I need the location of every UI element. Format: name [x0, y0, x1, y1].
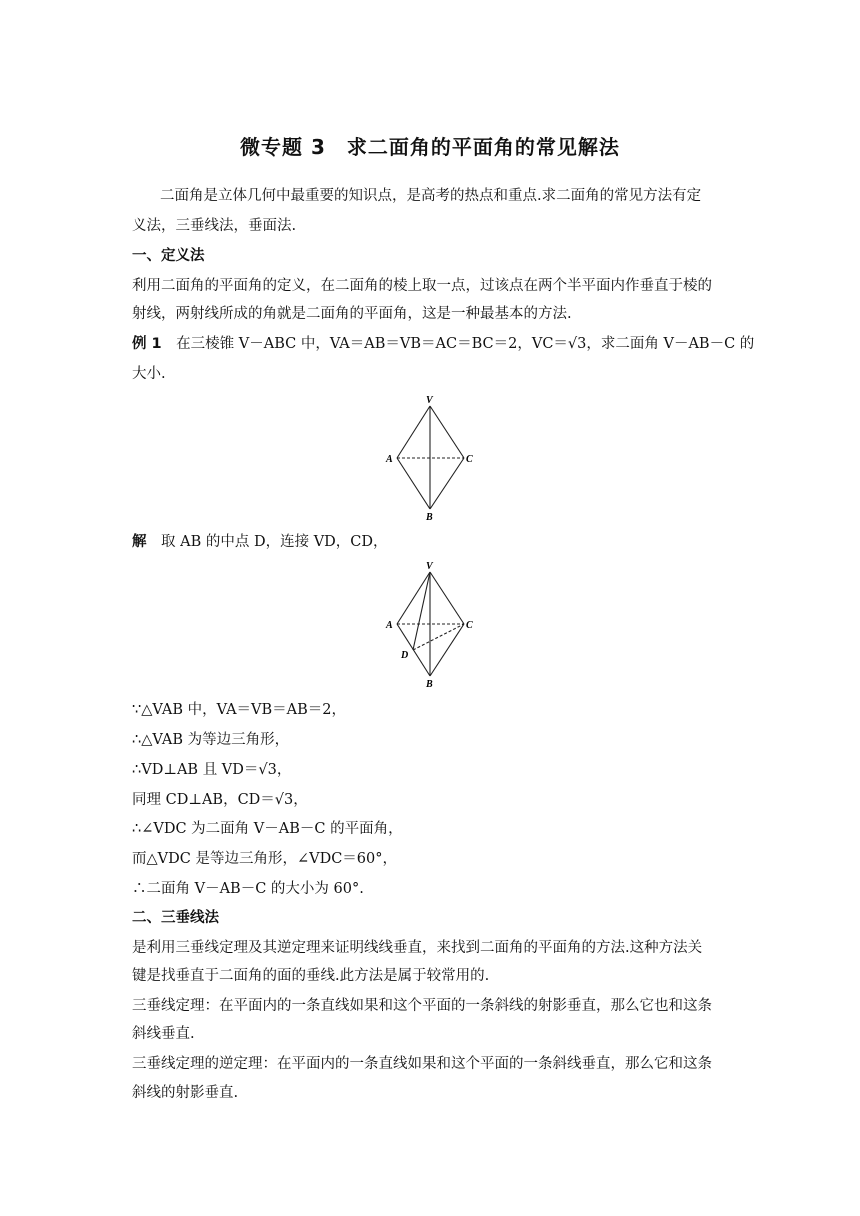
figure-tetrahedron-1 [380, 392, 480, 524]
label-b: B [426, 679, 433, 690]
intro-line-1: 二面角是立体几何中最重要的知识点，是高考的热点和重点.求二面角的常见方法有定 [160, 188, 702, 204]
step-5: ∴∠VDC 为二面角 V－AB－C 的平面角， [132, 821, 403, 837]
section1-heading: 一、定义法 [132, 248, 205, 264]
label-v: V [426, 561, 433, 572]
solution-line [132, 532, 732, 552]
example-text: 在三棱锥 V－ABC 中，VA＝AB＝VB＝AC＝BC＝2，VC＝√3，求二面角 V－AB－C 的 [161, 336, 755, 352]
section1-line-1: 利用二面角的平面角的定义，在二面角的棱上取一点，过该点在两个半平面内作垂直于棱的 [132, 278, 712, 294]
step-6: 而△VDC 是等边三角形，∠VDC＝60°， [132, 851, 397, 867]
step-3: ∴VD⊥AB 且 VD＝√3， [132, 762, 292, 778]
section2-line-2: 键是找垂直于二面角的面的垂线.此方法是属于较常用的. [132, 968, 490, 984]
section2-line-1: 是利用三垂线定理及其逆定理来证明线线垂直，来找到二面角的平面角的方法.这种方法关 [132, 940, 703, 956]
intro-line-2: 义法，三垂线法，垂面法. [132, 218, 297, 234]
step-1: ∵△VAB 中，VA＝VB＝AB＝2， [132, 702, 347, 718]
label-d: D [401, 650, 409, 661]
section2-line-4: 斜线垂直. [132, 1026, 195, 1042]
label-c: C [466, 620, 473, 631]
step-7: ∴二面角 V－AB－C 的大小为 60°. [132, 881, 364, 897]
section2-heading: 二、三垂线法 [132, 910, 219, 926]
figure-tetrahedron-2 [380, 558, 480, 692]
step-4: 同理 CD⊥AB，CD＝√3， [132, 792, 308, 808]
step-2: ∴△VAB 为等边三角形， [132, 732, 290, 748]
example1-line-2: 大小. [132, 366, 166, 382]
page-title: 微专题 3 求二面角的平面角的常见解法 [240, 135, 620, 159]
label-a: A [386, 454, 393, 465]
label-a: A [386, 620, 393, 631]
example1-line-1 [132, 334, 755, 354]
section2-line-6: 斜线的射影垂直. [132, 1085, 239, 1101]
solution-label: 解 [132, 534, 147, 550]
label-v: V [426, 395, 433, 406]
section2-line-5: 三垂线定理的逆定理：在平面内的一条直线如果和这个平面的一条斜线垂直，那么它和这条 [132, 1056, 712, 1072]
example-label: 例 1 [132, 336, 162, 352]
section2-line-3: 三垂线定理：在平面内的一条直线如果和这个平面的一条斜线的射影垂直，那么它也和这条 [132, 998, 712, 1014]
section1-line-2: 射线，两射线所成的角就是二面角的平面角，这是一种最基本的方法. [132, 306, 572, 322]
label-c: C [466, 454, 473, 465]
solution-text: 取 AB 的中点 D，连接 VD，CD， [146, 534, 388, 550]
label-b: B [426, 512, 433, 523]
